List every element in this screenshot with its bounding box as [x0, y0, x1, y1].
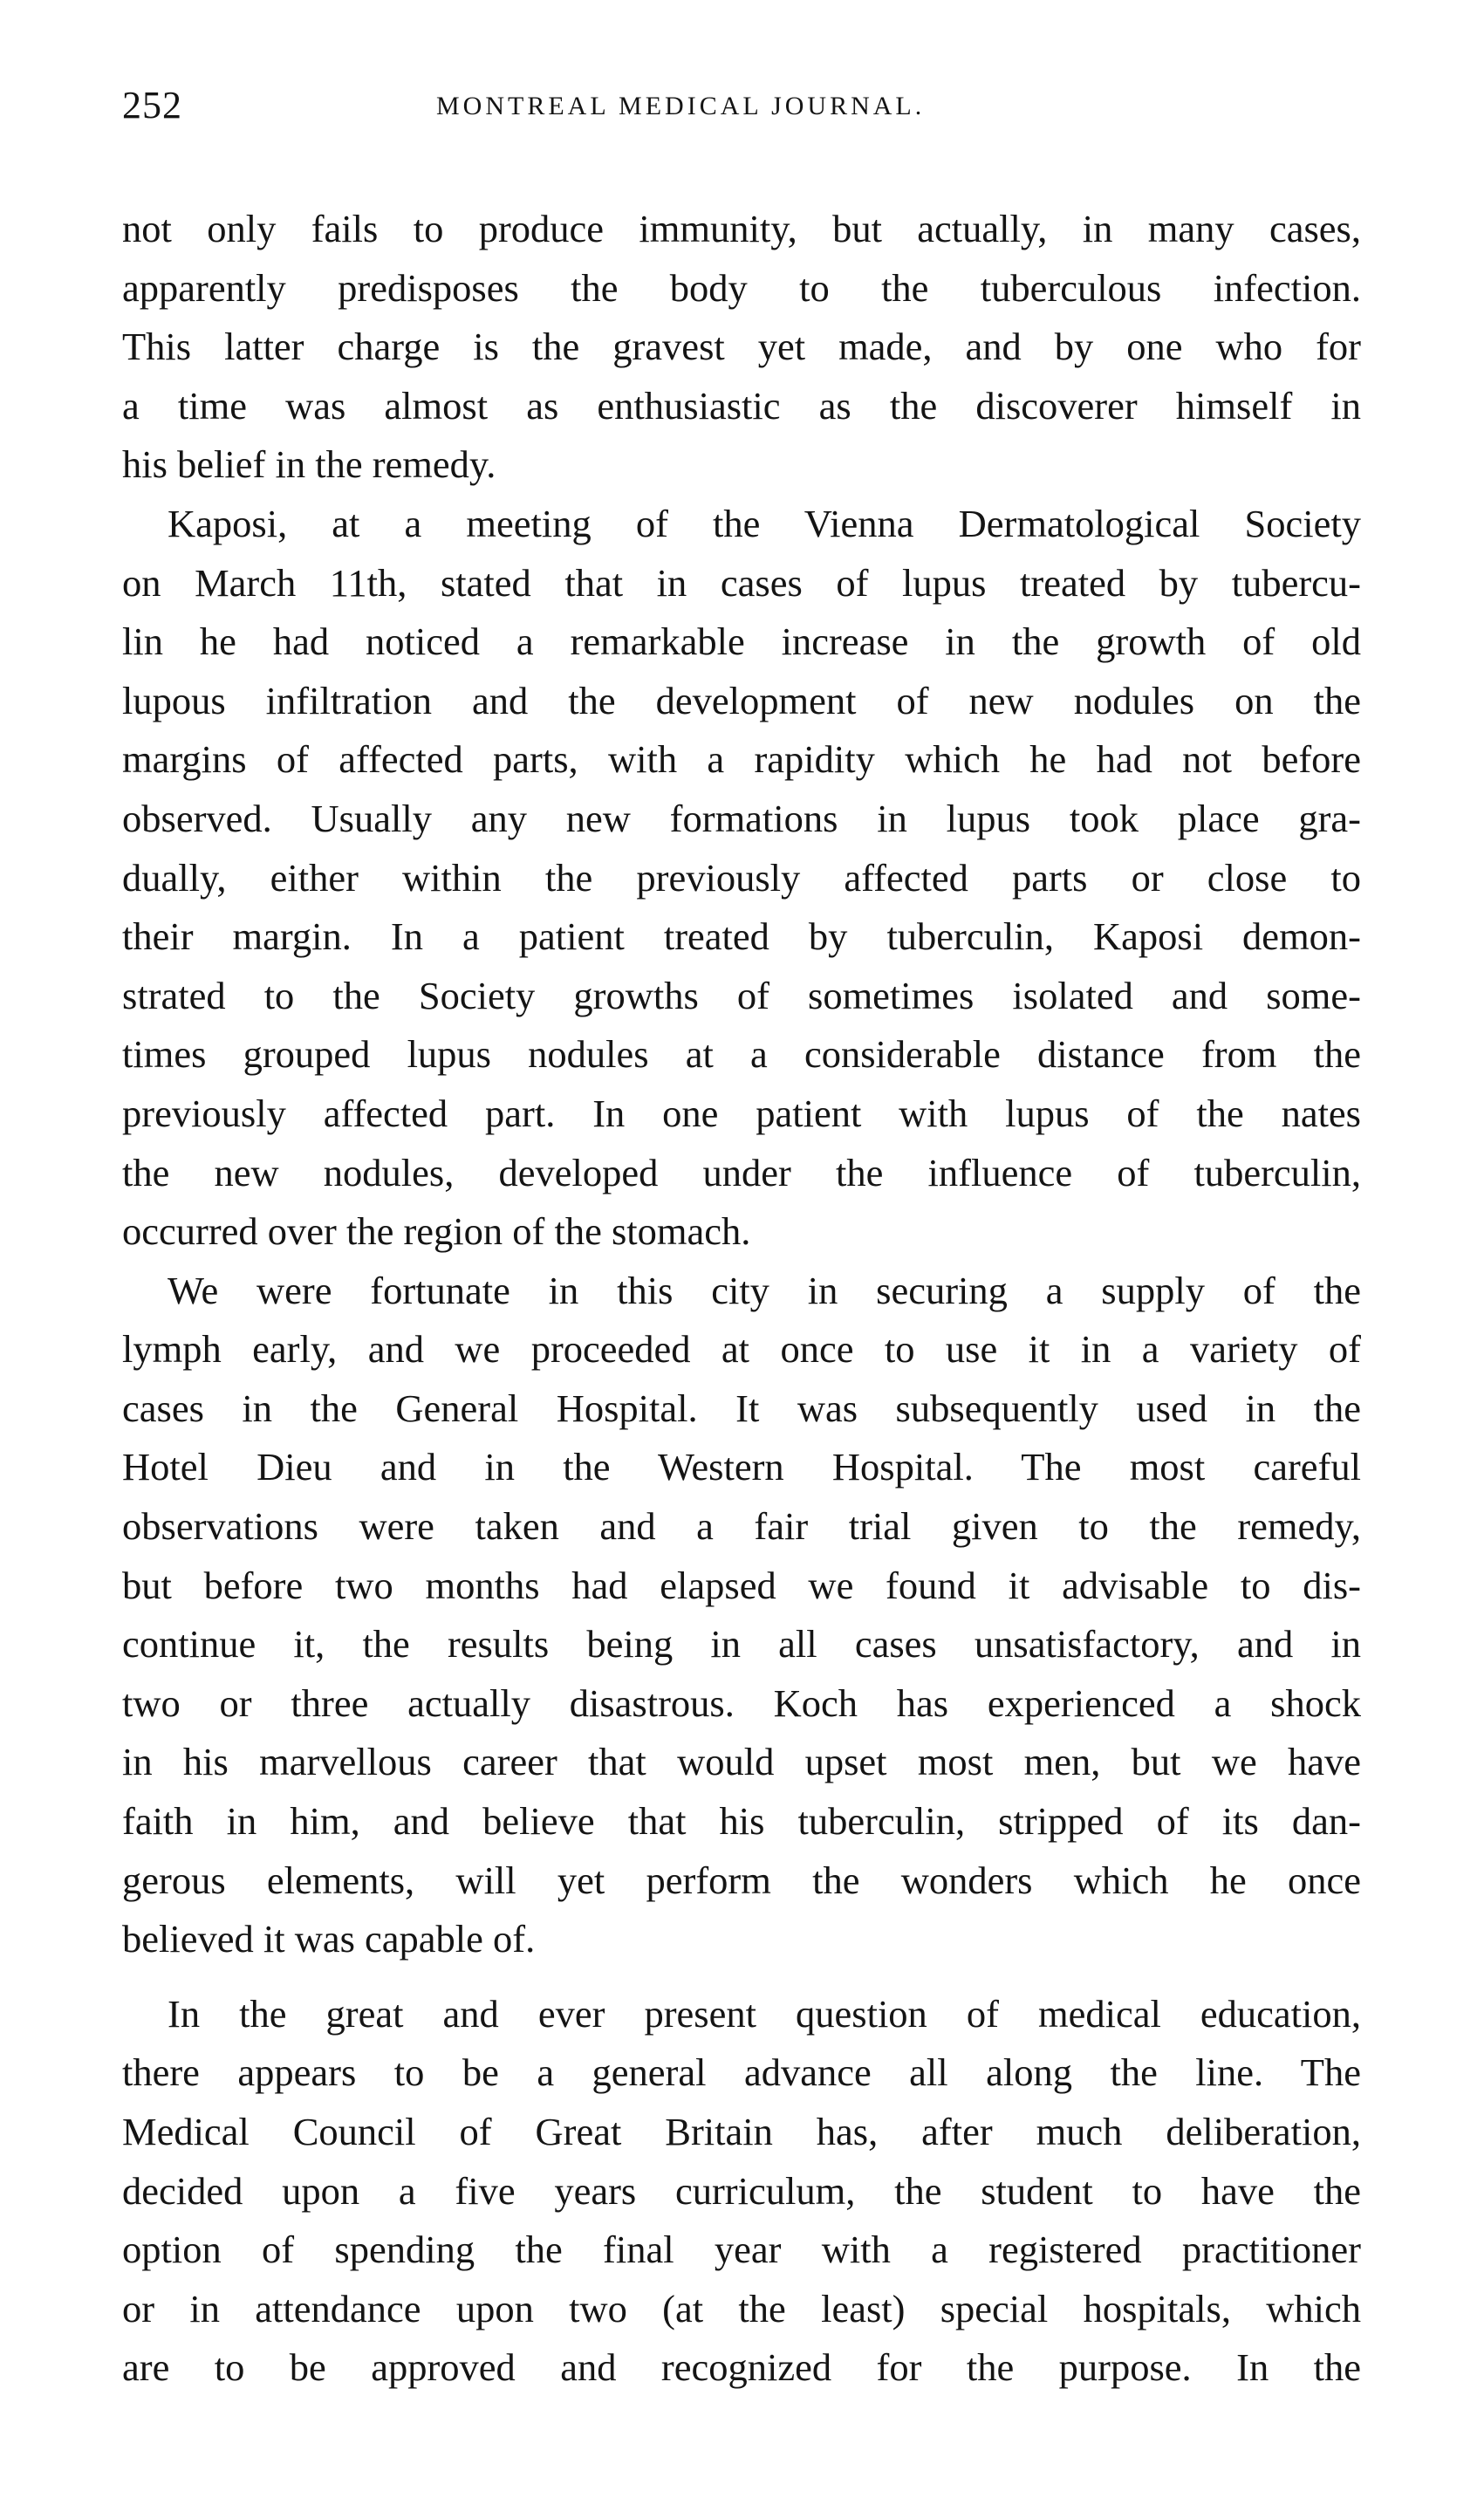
text-line: observations were taken and a fair trial given to the remedy, — [122, 1504, 1361, 1549]
text-line: in his marvellous career that would upset most men, but we have — [122, 1740, 1361, 1784]
text-line: lin he had noticed a remarkable increase in the growth of old — [122, 619, 1361, 664]
text-line: dually, either within the previously affected parts or close to — [122, 855, 1361, 900]
text-line: lymph early, and we proceeded at once to use it in a variety of — [122, 1327, 1361, 1372]
text-line: on March 11th, stated that in cases of lupus treated by tubercu- — [122, 560, 1361, 605]
text-line: their margin. In a patient treated by tuberculin, Kaposi demon- — [122, 914, 1361, 959]
text-line: previously affected part. In one patient with lupus of the nates — [122, 1091, 1361, 1135]
text-line: lupous infiltration and the development of new nodules on the — [122, 678, 1361, 722]
text-line: In the great and ever present question of medical education, — [168, 1991, 1361, 2036]
text-line: are to be approved and recognized for the purpose. In the — [122, 2345, 1361, 2390]
text-line: believed it was capable of. — [122, 1917, 536, 1961]
text-line: or in attendance upon two (at the least) special hospitals, which — [122, 2286, 1361, 2330]
text-line: times grouped lupus nodules at a considerable distance from the — [122, 1032, 1361, 1077]
text-line: continue it, the results being in all cases unsatisfactory, and in — [122, 1622, 1361, 1667]
text-line: apparently predisposes the body to the tuberculous infection. — [122, 265, 1361, 310]
text-line: option of spending the final year with a registered practitioner — [122, 2228, 1361, 2272]
text-line: not only fails to produce immunity, but actually, in many cases, — [122, 207, 1361, 250]
running-title: MONTREAL MEDICAL JOURNAL. — [436, 92, 926, 120]
text-line: decided upon a five years curriculum, the student to have the — [122, 2168, 1361, 2213]
article-body — [122, 200, 1361, 2398]
text-line: We were fortunate in this city in securing a supply of the — [168, 1268, 1361, 1312]
text-line: This latter charge is the gravest yet made, and by one who for — [122, 325, 1361, 369]
text-line: but before two months had elapsed we found it advisable to dis- — [122, 1563, 1361, 1607]
section-gap — [122, 1969, 1361, 1985]
paragraph — [122, 495, 1361, 1262]
text-line: strated to the Society growths of sometimes isolated and some- — [122, 973, 1361, 1017]
text-line: Kaposi, at a meeting of the Vienna Dermatological Society — [168, 501, 1361, 545]
paragraph — [122, 200, 1361, 495]
text-line: cases in the General Hospital. It was subsequently used in the — [122, 1386, 1361, 1430]
text-line: the new nodules, developed under the influence of tuberculin, — [122, 1150, 1361, 1194]
journal-page — [122, 83, 1361, 2398]
text-line: occurred over the region of the stomach. — [122, 1209, 751, 1254]
page-header — [122, 83, 1361, 161]
text-line: gerous elements, will yet perform the wonders which he once — [122, 1858, 1361, 1902]
text-line: Medical Council of Great Britain has, after much deliberation, — [122, 2110, 1361, 2153]
text-line: two or three actually disastrous. Koch has experienced a shock — [122, 1680, 1361, 1725]
text-line: observed. Usually any new formations in lupus took place gra- — [122, 796, 1361, 840]
text-line: a time was almost as enthusiastic as the discoverer himself in — [122, 383, 1361, 428]
text-line: faith in him, and believe that his tuberculin, stripped of its dan- — [122, 1799, 1361, 1844]
text-line: margins of affected parts, with a rapidity which he had not before — [122, 737, 1361, 782]
text-line: Hotel Dieu and in the Western Hospital. The most careful — [122, 1445, 1361, 1489]
text-line: there appears to be a general advance all along the line. The — [122, 2050, 1361, 2095]
text-line: his belief in the remedy. — [122, 442, 496, 487]
paragraph — [122, 1262, 1361, 1969]
paragraph — [122, 1985, 1361, 2398]
page-number: 252 — [122, 84, 182, 127]
